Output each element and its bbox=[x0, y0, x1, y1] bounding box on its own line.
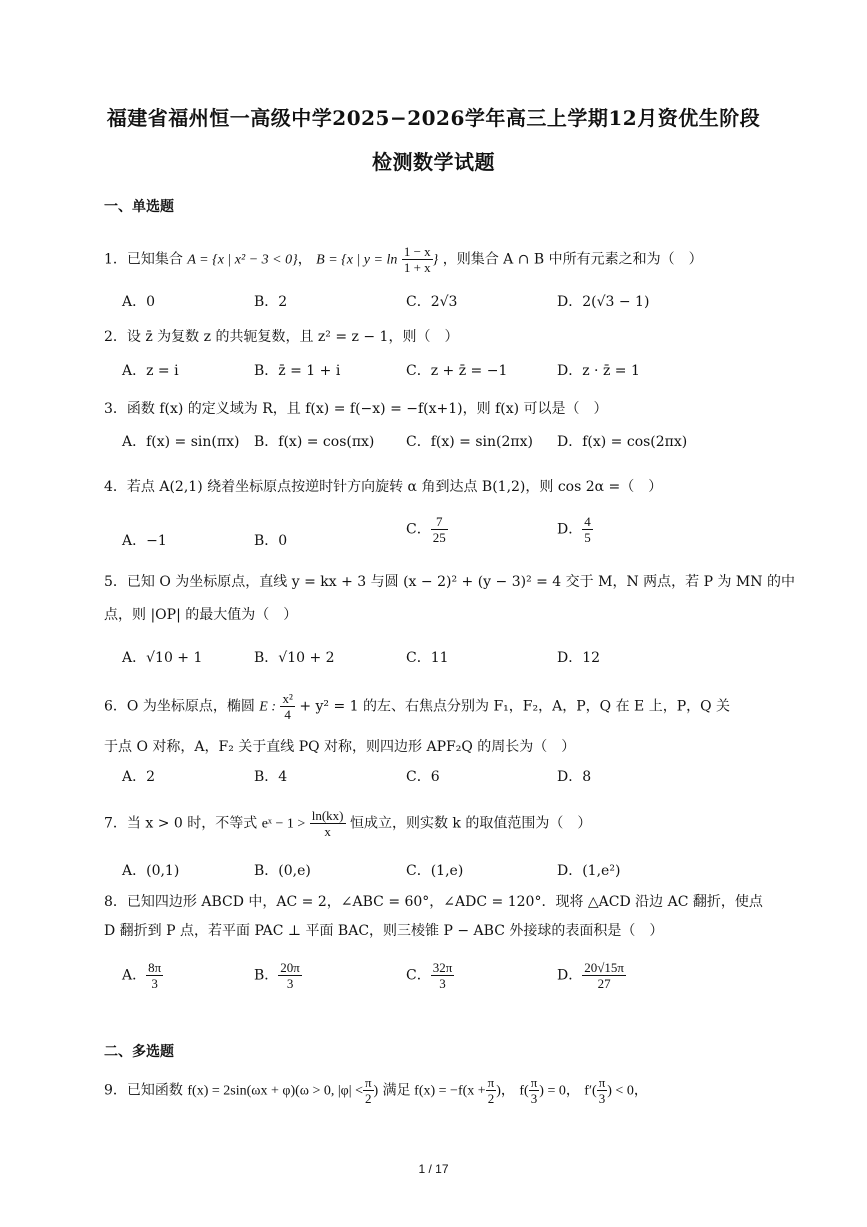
q9-shift-den: 2 bbox=[487, 1091, 495, 1106]
question-8-line2: D 翻折到 P 点，若平面 PAC ⊥ 平面 BAC，则三棱锥 P − ABC 外接球的表面积是（ ） bbox=[104, 923, 664, 939]
q7-inequality: eˣ − 1 > bbox=[261, 816, 306, 832]
q6-tail: + y² = 1 的左、右焦点分别为 F₁，F₂，A，P，Q 在 E 上，P，Q 关 bbox=[299, 698, 731, 715]
q8-option-b-label: B． bbox=[254, 967, 279, 984]
q6-fraction bbox=[280, 691, 294, 722]
q6-stem: 6．O 为坐标原点，椭圆 bbox=[104, 698, 255, 715]
q9-phi-den: 2 bbox=[365, 1091, 372, 1106]
q4-option-d bbox=[557, 514, 593, 545]
q6-frac-den: 4 bbox=[284, 707, 291, 722]
section-single-choice: 一、单选题 bbox=[104, 199, 174, 215]
q6-option-c: C．6 bbox=[406, 769, 440, 785]
q4-option-c-label: C． bbox=[406, 521, 431, 538]
q8-option-b-frac bbox=[278, 960, 302, 991]
section-multiple-choice: 二、多选题 bbox=[104, 1044, 174, 1060]
q9-cond1-close: )， bbox=[496, 1083, 515, 1099]
question-6-line1 bbox=[104, 691, 764, 722]
q7-frac-den: x bbox=[324, 824, 331, 839]
q1-frac-den: 1 + x bbox=[403, 260, 431, 275]
q9-frac-shift bbox=[486, 1075, 497, 1106]
question-5-line1: 5．已知 O 为坐标原点，直线 y = kx + 3 与圆 (x − 2)² + (y − 3)² = 4 交于 M，N 两点，若 P 为 MN 的中 bbox=[104, 574, 795, 590]
q8-option-a-frac bbox=[146, 960, 163, 991]
q4-d-den: 5 bbox=[584, 530, 591, 545]
q4-option-c bbox=[406, 514, 448, 545]
q1-option-a: A．0 bbox=[122, 294, 156, 310]
q7-option-c: C．(1,e) bbox=[406, 863, 464, 879]
q8-b-den: 3 bbox=[286, 976, 294, 991]
q4-option-c-frac bbox=[431, 514, 448, 545]
q4-d-num: 4 bbox=[584, 514, 591, 529]
q8-a-den: 3 bbox=[151, 976, 158, 991]
q1-option-c: C．2√3 bbox=[406, 294, 458, 310]
q3-option-a: A．f(x) = sin(πx) bbox=[122, 434, 240, 450]
q6-frac-num: x² bbox=[282, 691, 293, 706]
q8-option-d bbox=[557, 960, 626, 991]
q3-option-b: B．f(x) = cos(πx) bbox=[254, 434, 375, 450]
q8-option-c bbox=[406, 960, 454, 991]
q8-a-num: 8π bbox=[148, 960, 162, 975]
q5-option-a: A．√10 + 1 bbox=[122, 650, 203, 666]
q4-option-b: B．0 bbox=[254, 533, 288, 549]
q9-function: f(x) = 2sin(ωx + φ)(ω > 0, |φ| < bbox=[187, 1083, 363, 1099]
q1-stem: 1．已知集合 bbox=[104, 251, 183, 268]
q6-option-d: D．8 bbox=[557, 769, 592, 785]
q4-option-d-label: D． bbox=[557, 521, 583, 538]
q7-stem: 7．当 x > 0 时，不等式 bbox=[104, 815, 258, 832]
q1-set-a: A = {x | x² − 3 < 0} bbox=[187, 252, 298, 268]
q7-option-d: D．(1,e²) bbox=[557, 863, 621, 879]
q1-option-b: B．2 bbox=[254, 294, 288, 310]
q9-stem: 9．已知函数 bbox=[104, 1082, 183, 1099]
q9-phi-num: π bbox=[364, 1075, 372, 1090]
q4-c-den: 25 bbox=[432, 530, 446, 545]
question-3: 3．函数 f(x) 的定义域为 R，且 f(x) = f(−x) = −f(x+1)，则 f(x) 可以是（ ） bbox=[104, 401, 608, 417]
q7-option-b: B．(0,e) bbox=[254, 863, 311, 879]
q8-option-d-frac bbox=[582, 960, 626, 991]
q8-option-c-label: C． bbox=[406, 967, 431, 984]
q9-close: ) bbox=[373, 1083, 379, 1099]
q8-d-den: 27 bbox=[597, 976, 611, 991]
q8-option-c-frac bbox=[431, 960, 455, 991]
q9-frac-c3 bbox=[597, 1075, 608, 1106]
q9-c3-den: 3 bbox=[598, 1091, 606, 1106]
q8-c-num: 32π bbox=[432, 960, 453, 975]
q8-c-den: 3 bbox=[439, 976, 446, 991]
doc-title-line1: 福建省福州恒一高级中学2025−2026学年高三上学期12月资优生阶段 bbox=[106, 106, 761, 130]
q1-option-d: D．2(√3 − 1) bbox=[557, 294, 650, 310]
question-9 bbox=[104, 1075, 764, 1106]
q6-ellipse-label: E : bbox=[259, 699, 277, 715]
q9-c2-num: π bbox=[530, 1075, 538, 1090]
q8-option-a bbox=[122, 960, 163, 991]
q9-cond3: f′( bbox=[584, 1083, 597, 1099]
q3-option-d: D．f(x) = cos(2πx) bbox=[557, 434, 688, 450]
q1-tail: ，则集合 A ∩ B 中所有元素之和为（ ） bbox=[442, 251, 703, 268]
q3-option-c: C．f(x) = sin(2πx) bbox=[406, 434, 533, 450]
q8-b-num: 20π bbox=[280, 960, 300, 975]
q9-c3-num: π bbox=[598, 1075, 606, 1090]
question-8-line1: 8．已知四边形 ABCD 中，AC = 2，∠ABC = 60°，∠ADC = 120°．现将 △ACD 沿边 AC 翻折，使点 bbox=[104, 894, 763, 910]
q7-fraction bbox=[310, 808, 346, 839]
q9-cond3-close: ) < 0， bbox=[607, 1083, 648, 1099]
q9-cond2: f( bbox=[519, 1083, 529, 1099]
question-6-line2: 于点 O 对称，A，F₂ 关于直线 PQ 对称，则四边形 APF₂Q 的周长为（ ） bbox=[104, 739, 576, 755]
q1-fraction bbox=[402, 244, 433, 275]
question-5-line2: 点，则 |OP| 的最大值为（ ） bbox=[104, 607, 298, 623]
q8-option-b bbox=[254, 960, 302, 991]
q7-option-a: A．(0,1) bbox=[122, 863, 180, 879]
q1-set-b: B = {x | y = ln bbox=[316, 252, 398, 268]
q1-frac-num: 1 − x bbox=[403, 244, 431, 259]
q8-d-num: 20√15π bbox=[584, 960, 624, 975]
q6-option-b: B．4 bbox=[254, 769, 288, 785]
question-7 bbox=[104, 808, 764, 839]
q5-option-c: C．11 bbox=[406, 650, 449, 666]
q6-option-a: A．2 bbox=[122, 769, 156, 785]
q9-shift-num: π bbox=[487, 1075, 495, 1090]
q9-frac-phi bbox=[363, 1075, 374, 1106]
question-4: 4．若点 A(2,1) 绕着坐标原点按逆时针方向旋转 α 角到达点 B(1,2)，则 cos 2α =（ ） bbox=[104, 479, 663, 495]
q5-option-d: D．12 bbox=[557, 650, 601, 666]
q9-frac-c2 bbox=[529, 1075, 540, 1106]
question-2: 2．设 z̄ 为复数 z 的共轭复数，且 z² = z − 1，则（ ） bbox=[104, 329, 459, 345]
q2-option-a: A．z = i bbox=[122, 363, 179, 379]
q8-option-a-label: A． bbox=[122, 967, 147, 984]
q2-option-c: C．z + z̄ = −1 bbox=[406, 363, 508, 379]
q4-option-a: A．−1 bbox=[122, 533, 167, 549]
q9-c2-den: 3 bbox=[530, 1091, 538, 1106]
q4-option-d-frac bbox=[582, 514, 593, 545]
q8-option-d-label: D． bbox=[557, 967, 583, 984]
q7-frac-num: ln(kx) bbox=[311, 808, 344, 823]
q9-cond2-close: ) = 0， bbox=[539, 1083, 580, 1099]
question-1 bbox=[104, 244, 764, 275]
q7-tail: 恒成立，则实数 k 的取值范围为（ ） bbox=[349, 815, 592, 832]
page-number: 1 / 17 bbox=[418, 1162, 449, 1176]
q5-option-b: B．√10 + 2 bbox=[254, 650, 335, 666]
q4-c-num: 7 bbox=[431, 514, 448, 530]
q2-option-b: B．z̄ = 1 + i bbox=[254, 363, 341, 379]
doc-title-line2: 检测数学试题 bbox=[372, 150, 495, 174]
q2-option-d: D．z · z̄ = 1 bbox=[557, 363, 640, 379]
q1-set-b-end: } bbox=[432, 252, 439, 268]
q9-cond1: 满足 f(x) = −f(x + bbox=[382, 1083, 486, 1099]
q1-comma: ， bbox=[297, 251, 312, 268]
